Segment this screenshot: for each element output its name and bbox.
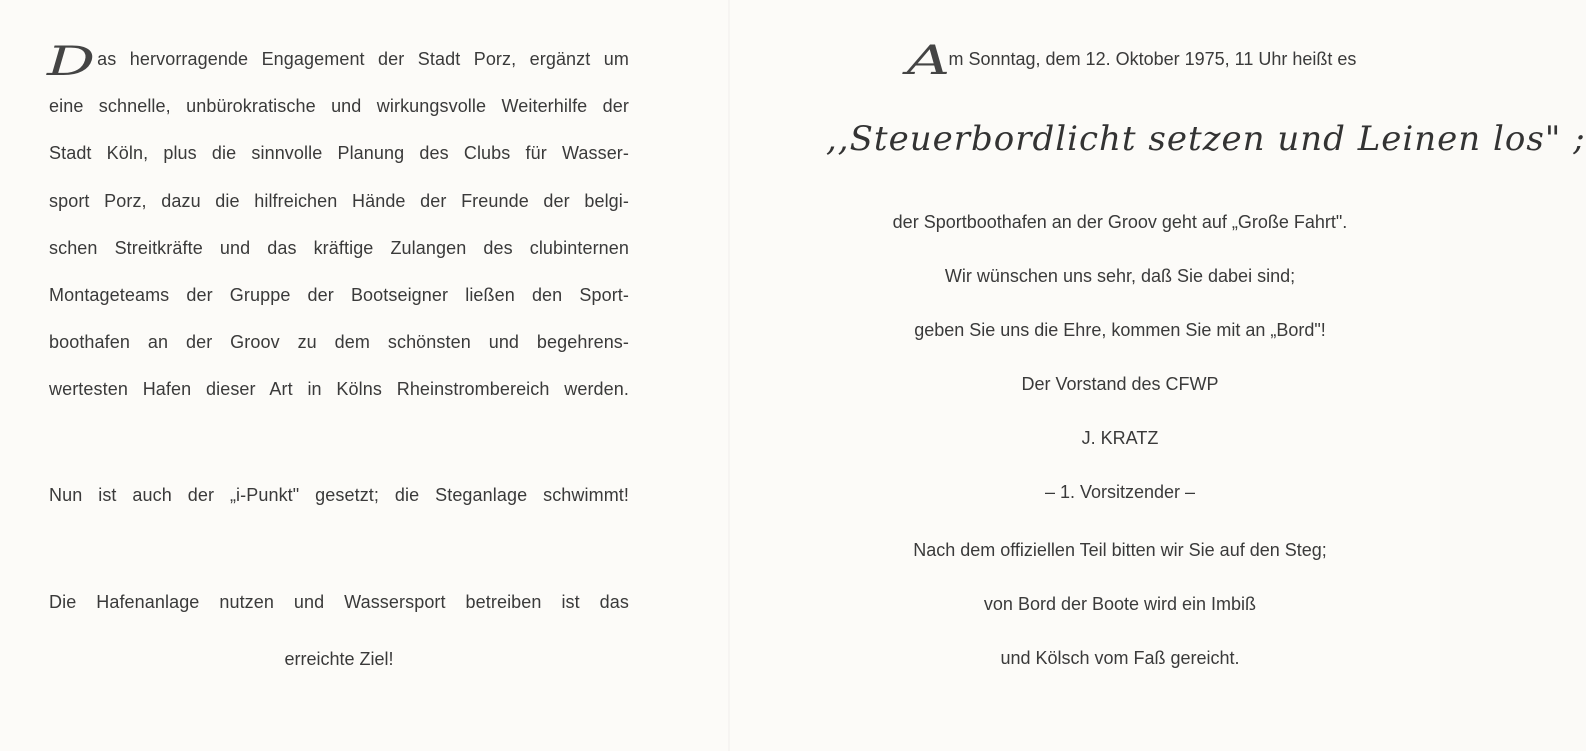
left-line-6 xyxy=(49,272,629,319)
spacer xyxy=(49,414,629,472)
left-line-text-6: Montageteams der Gruppe der Bootseigner ließen den Sport- xyxy=(49,285,629,306)
left-para-3-line-2: erreichte Ziel! xyxy=(284,648,394,669)
right-line-9: und Kölsch vom Faß gereicht. xyxy=(1000,648,1240,668)
left-line-8 xyxy=(49,366,629,413)
right-line-6: – 1. Vorsitzender – xyxy=(1044,482,1196,502)
left-line-2 xyxy=(49,83,629,130)
left-para-3-text-1: Die Hafenanlage nutzen und Wassersport betreiben ist das xyxy=(49,591,629,612)
left-line-5 xyxy=(49,225,629,272)
left-line-text-4: sport Porz, dazu die hilfreichen Hände der Freunde der belgi- xyxy=(49,190,629,211)
left-line-3 xyxy=(49,130,629,177)
right-line-1: der Sportboothafen an der Groov geht auf „Große Fahrt". xyxy=(892,212,1348,232)
left-line-text-7: boothafen an der Groov zu dem schönsten und begehrens- xyxy=(49,332,629,353)
dropcap-a: A xyxy=(906,37,950,84)
right-line-5: J. KRATZ xyxy=(1081,428,1159,448)
left-line-4 xyxy=(49,178,629,225)
left-column xyxy=(46,36,629,683)
right-line-2: Wir wünschen uns sehr, daß Sie dabei sind; xyxy=(944,266,1296,286)
page-fold xyxy=(728,0,730,751)
right-first-line-text: m Sonntag, dem 12. Oktober 1975, 11 Uhr heißt es xyxy=(948,49,1357,69)
dropcap-d: D xyxy=(46,38,96,85)
left-line-text-1: as hervorragende Engagement der Stadt Porz, ergänzt um xyxy=(97,49,629,70)
left-line-text-2: eine schnelle, unbürokratische und wirkungsvolle Weiterhilfe der xyxy=(49,96,629,117)
left-para-2-text: Nun ist auch der „i-Punkt" gesetzt; die Steganlage schwimmt! xyxy=(49,484,629,505)
right-column xyxy=(826,36,1586,685)
right-line-7: Nach dem offiziellen Teil bitten wir Sie auf den Steg; xyxy=(913,540,1327,560)
right-line-3: geben Sie uns die Ehre, kommen Sie mit an „Bord"! xyxy=(914,320,1326,340)
left-line-text-3: Stadt Köln, plus die sinnvolle Planung des Clubs für Wasser- xyxy=(49,143,629,164)
spacer xyxy=(830,179,1410,195)
left-line-text-8: wertesten Hafen dieser Art in Kölns Rheinstrombereich werden. xyxy=(49,379,629,400)
script-title: ,,Steuerbordlicht setzen und Leinen los" ; xyxy=(826,119,1586,159)
left-para-3-line-1 xyxy=(49,579,629,626)
left-line-7 xyxy=(49,319,629,366)
right-first-line xyxy=(860,36,1410,83)
right-line-4: Der Vorstand des CFWP xyxy=(1021,374,1219,394)
left-para-2 xyxy=(49,472,629,519)
spacer xyxy=(49,519,629,579)
right-line-8: von Bord der Boote wird ein Imbiß xyxy=(983,594,1257,614)
left-first-line xyxy=(46,38,629,85)
left-line-1 xyxy=(46,36,629,85)
left-line-text-5: schen Streitkräfte und das kräftige Zulangen des clubinternen xyxy=(49,237,629,258)
